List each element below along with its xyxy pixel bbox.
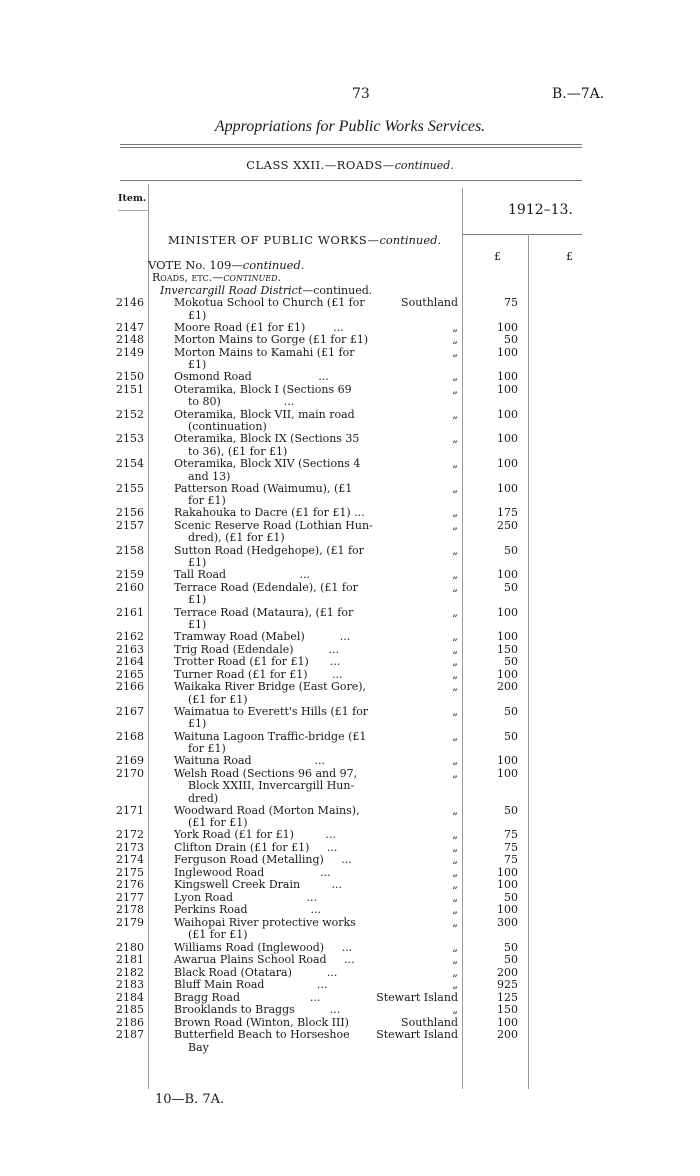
item-amount: 100	[497, 407, 518, 421]
roads-heading-continued: continued.	[223, 271, 281, 284]
item-district: „	[452, 568, 458, 582]
item-district: „	[452, 506, 458, 520]
item-number: 2146	[116, 296, 144, 309]
item-district: „	[452, 803, 458, 817]
item-amount: 50	[504, 729, 518, 743]
description-line: Bragg Road ...	[174, 990, 321, 1004]
item-amount: 50	[504, 953, 518, 967]
description-line: Moore Road (£1 for £1) ...	[174, 320, 344, 334]
item-amount: 75	[504, 296, 518, 309]
item-number: 2161	[116, 605, 144, 619]
item-number: 2167	[116, 704, 144, 718]
description-line: Oteramika, Block VII, main road	[174, 407, 355, 421]
description-continuation: dred)	[188, 791, 219, 805]
description-continuation: for £1)	[188, 494, 226, 508]
item-description	[174, 631, 374, 644]
item-description	[174, 483, 374, 508]
item-district: „	[452, 605, 458, 619]
item-amount: 100	[497, 568, 518, 582]
description-continuation: (£1 for £1)	[188, 928, 248, 942]
item-amount: 50	[504, 543, 518, 557]
item-number: 2156	[116, 506, 144, 520]
item-number: 2153	[116, 432, 144, 446]
description-continuation: (£1 for £1)	[188, 816, 248, 830]
item-amount: 100	[497, 481, 518, 495]
description-line: Oteramika, Block IX (Sections 35	[174, 432, 360, 446]
item-description	[174, 409, 374, 434]
item-district: „	[452, 370, 458, 384]
description-line: Sutton Road (Hedgehope), (£1 for	[174, 543, 364, 557]
item-district: „	[452, 940, 458, 954]
item-description	[174, 607, 374, 632]
item-description	[174, 297, 374, 322]
item-description	[174, 384, 374, 409]
item-description	[174, 1029, 374, 1054]
item-description	[174, 334, 374, 347]
item-amount: 150	[497, 642, 518, 656]
item-number: 2182	[116, 965, 144, 979]
item-description	[174, 706, 374, 731]
minister-heading-continued: continued.	[379, 233, 442, 247]
item-amount: 50	[504, 940, 518, 954]
item-number: 2165	[116, 667, 144, 681]
item-district: „	[452, 543, 458, 557]
item-amount: 100	[497, 605, 518, 619]
description-line: Oteramika, Block I (Sections 69	[174, 382, 352, 396]
item-district: „	[452, 655, 458, 669]
description-line: Oteramika, Block XIV (Sections 4	[174, 457, 361, 470]
item-district: „	[452, 642, 458, 656]
item-description	[174, 347, 374, 372]
item-district: „	[452, 878, 458, 892]
description-line: Trotter Road (£1 for £1) ...	[174, 655, 341, 669]
item-amount: 50	[504, 803, 518, 817]
description-line: Bluff Main Road ...	[174, 978, 328, 992]
description-continuation: Block XXIII, Invercargill Hun-	[188, 779, 355, 793]
item-description	[174, 656, 374, 669]
item-district: „	[452, 630, 458, 644]
class-heading-continued: continued.	[394, 159, 454, 172]
item-district: „	[452, 667, 458, 681]
vote-heading-continued: continued.	[242, 258, 305, 272]
description-line: Brown Road (Winton, Block III)	[174, 1015, 349, 1029]
item-district: „	[452, 382, 458, 396]
item-district: „	[452, 965, 458, 979]
item-amount: 100	[497, 865, 518, 879]
item-number: 2176	[116, 878, 144, 892]
item-amount: 300	[497, 915, 518, 929]
item-amount: 100	[497, 382, 518, 396]
item-district: „	[452, 915, 458, 929]
item-number: 2163	[116, 642, 144, 656]
year-column-header: 1912–13.	[508, 202, 573, 218]
item-district: „	[452, 680, 458, 694]
item-district: „	[452, 978, 458, 992]
item-amount: 125	[497, 990, 518, 1004]
description-line: Waituna Lagoon Traffic-bridge (£1	[174, 729, 367, 743]
item-amount: 50	[504, 890, 518, 904]
item-description	[174, 582, 374, 607]
description-line: Ferguson Road (Metalling) ...	[174, 853, 352, 867]
description-continuation: £1)	[188, 618, 207, 631]
page-footer-signature: 10—B. 7A.	[155, 1092, 225, 1107]
item-description	[174, 520, 374, 545]
item-district: „	[452, 754, 458, 768]
item-number: 2180	[116, 940, 144, 954]
item-district: „	[452, 457, 458, 470]
description-line: Kingswell Creek Drain ...	[174, 878, 343, 892]
description-continuation: Bay	[188, 1040, 209, 1054]
item-district: „	[452, 729, 458, 743]
description-line: Tramway Road (Mabel) ...	[174, 630, 351, 644]
item-amount: 250	[497, 518, 518, 532]
item-district: „	[452, 407, 458, 421]
description-line: York Road (£1 for £1) ...	[174, 828, 336, 842]
item-amount: 75	[504, 828, 518, 842]
item-number: 2147	[116, 320, 144, 334]
item-district: „	[452, 704, 458, 718]
page-title: Appropriations for Public Works Services.	[214, 118, 486, 135]
item-district: „	[452, 853, 458, 867]
item-amount: 200	[497, 965, 518, 979]
item-number: 2158	[116, 543, 144, 557]
item-amount: 50	[504, 704, 518, 718]
item-amount: 100	[497, 667, 518, 681]
item-amount: 75	[504, 840, 518, 854]
item-description	[174, 681, 374, 706]
description-line: Scenic Reserve Road (Lothian Hun-	[174, 518, 373, 532]
item-district: Southland	[401, 296, 458, 309]
item-description	[174, 805, 374, 830]
item-district: „	[452, 828, 458, 842]
description-line: Morton Mains to Gorge (£1 for £1)	[174, 333, 369, 347]
item-district: „	[452, 865, 458, 879]
description-line: Morton Mains to Kamahi (£1 for	[174, 345, 355, 359]
item-district: „	[452, 518, 458, 532]
item-number: 2171	[116, 803, 144, 817]
item-number: 2152	[116, 407, 144, 421]
item-number: 2154	[116, 457, 144, 470]
item-number: 2148	[116, 333, 144, 347]
item-amount: 175	[497, 506, 518, 520]
item-description	[174, 1004, 374, 1017]
description-continuation: £1)	[188, 358, 207, 372]
item-description	[174, 458, 374, 483]
item-amount: 100	[497, 1015, 518, 1029]
item-amount: 50	[504, 333, 518, 347]
description-line: Waikaka River Bridge (East Gore),	[174, 680, 367, 694]
item-amount: 50	[504, 580, 518, 594]
pound-symbol-1: £	[494, 250, 501, 263]
item-district: Stewart Island	[376, 1028, 458, 1042]
description-line: Osmond Road ...	[174, 370, 329, 384]
description-continuation: to 36), (£1 for £1)	[188, 444, 288, 458]
description-line: Black Road (Otatara) ...	[174, 965, 338, 979]
item-district: „	[452, 766, 458, 780]
item-number: 2178	[116, 903, 144, 917]
item-description	[174, 954, 374, 967]
item-district: Stewart Island	[376, 990, 458, 1004]
item-number: 2149	[116, 345, 144, 359]
item-number: 2160	[116, 580, 144, 594]
pound-symbol-2: £	[566, 250, 573, 263]
document-reference: B.—7A.	[552, 86, 605, 102]
item-district: „	[452, 903, 458, 917]
item-amount: 100	[497, 320, 518, 334]
description-line: Awarua Plains School Road ...	[174, 953, 355, 967]
item-description	[174, 755, 374, 768]
item-description	[174, 545, 374, 570]
item-description	[174, 768, 374, 806]
description-line: Woodward Road (Morton Mains),	[174, 803, 360, 817]
description-line: Williams Road (Inglewood) ...	[174, 940, 353, 954]
item-amount: 100	[497, 766, 518, 780]
description-line: Turner Road (£1 for £1) ...	[174, 667, 343, 681]
description-continuation: £1)	[188, 593, 207, 607]
page-number: 73	[352, 86, 370, 102]
district-heading-continued: —continued.	[302, 284, 373, 297]
item-number: 2187	[116, 1028, 144, 1042]
item-amount: 150	[497, 1003, 518, 1017]
description-line: Waituna Road ...	[174, 754, 326, 768]
description-line: Perkins Road ...	[174, 903, 322, 917]
description-continuation: for £1)	[188, 742, 226, 756]
description-line: Waimatua to Everett's Hills (£1 for	[174, 704, 369, 718]
item-number: 2186	[116, 1015, 144, 1029]
description-line: Brooklands to Braggs ...	[174, 1003, 341, 1017]
item-district: „	[452, 333, 458, 347]
description-line: Trig Road (Edendale) ...	[174, 642, 339, 656]
description-continuation: £1)	[188, 556, 207, 570]
item-district: „	[452, 320, 458, 334]
item-amount: 100	[497, 345, 518, 359]
item-amount: 100	[497, 903, 518, 917]
description-continuation: (£1 for £1)	[188, 692, 248, 706]
item-amount: 75	[504, 853, 518, 867]
class-heading-text: CLASS XXII.—ROADS—	[246, 158, 395, 172]
item-amount: 100	[497, 878, 518, 892]
description-line: Welsh Road (Sections 96 and 97,	[174, 766, 358, 780]
item-amount: 200	[497, 680, 518, 694]
item-number: 2150	[116, 370, 144, 384]
item-column-header: Item.	[118, 193, 147, 204]
description-continuation: dred), (£1 for £1)	[188, 531, 285, 545]
item-district: Southland	[401, 1015, 458, 1029]
item-district: „	[452, 481, 458, 495]
item-amount: 100	[497, 457, 518, 470]
item-number: 2159	[116, 568, 144, 582]
item-description	[174, 731, 374, 756]
item-district: „	[452, 580, 458, 594]
description-line: Rakahouka to Dacre (£1 for £1) ...	[174, 506, 365, 520]
item-number: 2173	[116, 840, 144, 854]
item-description	[174, 917, 374, 942]
description-line: Terrace Road (Mataura), (£1 for	[174, 605, 354, 619]
item-description	[174, 979, 374, 992]
vote-heading-text: VOTE No. 109—	[148, 258, 243, 272]
minister-heading-text: MINISTER OF PUBLIC WORKS—	[168, 233, 380, 247]
item-amount: 100	[497, 432, 518, 446]
item-district: „	[452, 890, 458, 904]
item-number: 2179	[116, 915, 144, 929]
description-line: Butterfield Beach to Horseshoe	[174, 1028, 350, 1042]
item-amount: 200	[497, 1028, 518, 1042]
item-district: „	[452, 345, 458, 359]
description-line: Clifton Drain (£1 for £1) ...	[174, 840, 338, 854]
description-line: Patterson Road (Waimumu), (£1	[174, 481, 353, 495]
item-number: 2157	[116, 518, 144, 532]
description-continuation: (continuation)	[188, 420, 267, 434]
description-continuation: and 13)	[188, 469, 231, 483]
item-district: „	[452, 432, 458, 446]
item-number: 2168	[116, 729, 144, 743]
district-heading-name: Invercargill Road District	[160, 284, 303, 297]
description-line: Waihopai River protective works	[174, 915, 356, 929]
item-district: „	[452, 953, 458, 967]
item-number: 2175	[116, 865, 144, 879]
item-amount: 100	[497, 630, 518, 644]
item-number: 2169	[116, 754, 144, 768]
item-amount: 100	[497, 754, 518, 768]
item-description	[174, 433, 374, 458]
item-number: 2177	[116, 890, 144, 904]
item-number: 2185	[116, 1003, 144, 1017]
item-number: 2155	[116, 481, 144, 495]
item-amount: 100	[497, 370, 518, 384]
item-number: 2183	[116, 978, 144, 992]
description-continuation: £1)	[188, 717, 207, 731]
description-line: Tall Road ...	[174, 568, 310, 582]
item-number: 2166	[116, 680, 144, 694]
item-description	[174, 569, 374, 582]
item-number: 2162	[116, 630, 144, 644]
item-district: „	[452, 840, 458, 854]
description-line: Mokotua School to Church (£1 for	[174, 296, 365, 309]
item-number: 2184	[116, 990, 144, 1004]
item-number: 2174	[116, 853, 144, 867]
roads-heading-text: Roads, etc.—	[152, 271, 224, 284]
description-continuation: to 80) ...	[188, 395, 295, 409]
description-line: Inglewood Road ...	[174, 865, 331, 879]
item-district: „	[452, 1003, 458, 1017]
item-amount: 925	[497, 978, 518, 992]
item-number: 2151	[116, 382, 144, 396]
item-number: 2164	[116, 655, 144, 669]
description-line: Terrace Road (Edendale), (£1 for	[174, 580, 358, 594]
item-amount: 50	[504, 655, 518, 669]
item-number: 2172	[116, 828, 144, 842]
description-line: Lyon Road ...	[174, 890, 317, 904]
item-number: 2170	[116, 766, 144, 780]
item-number: 2181	[116, 953, 144, 967]
description-continuation: £1)	[188, 308, 207, 322]
